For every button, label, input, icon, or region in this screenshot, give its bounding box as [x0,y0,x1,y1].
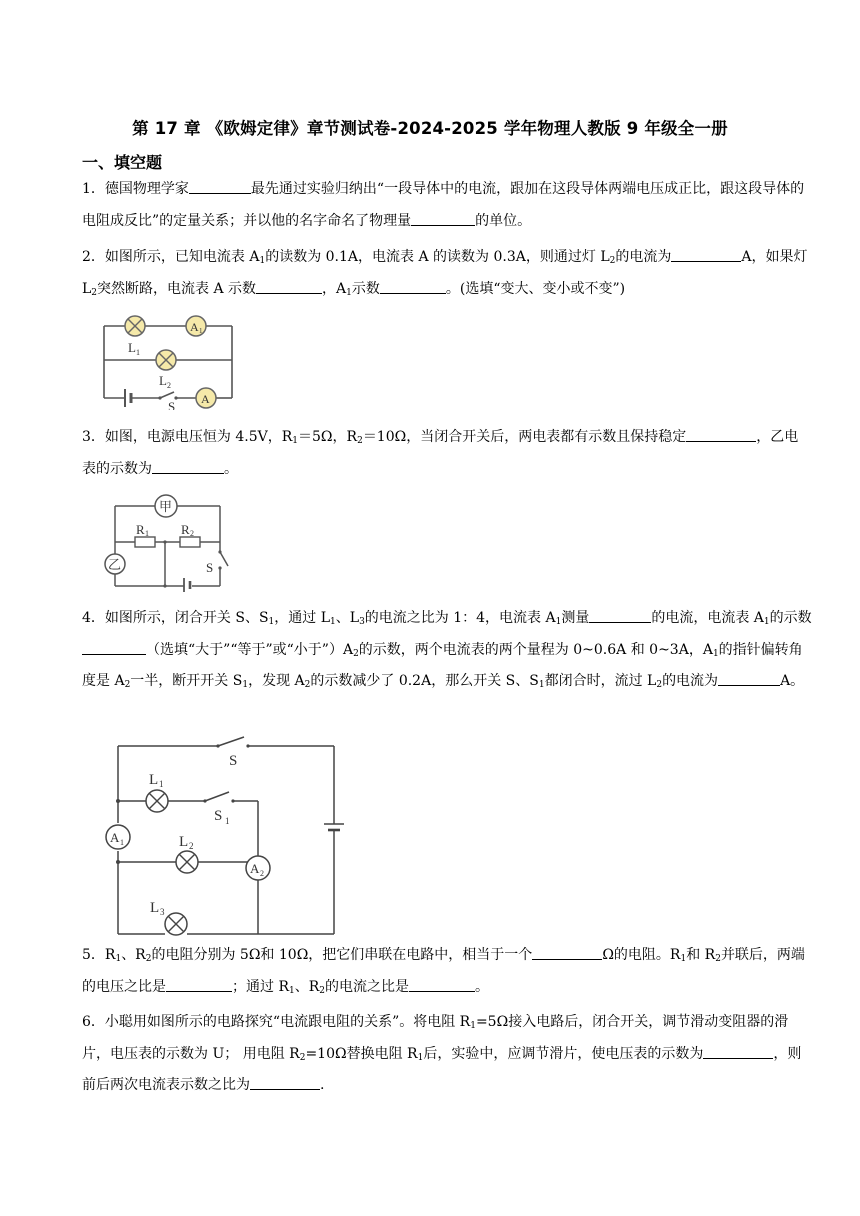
svg-text:L: L [150,900,160,916]
circuit-diagram-q3 [100,490,235,592]
answer-blank[interactable] [256,279,322,294]
answer-blank[interactable] [686,427,756,442]
question-1: 1．德国物理学家 最先通过实验归纳出“一段导体中的电流，跟加在这段导体两端电压成正比，跟这段导体的电阻成反比”的定量关系；并以他的名字命名了物理量 的单位。 [82,181,805,229]
svg-text:L: L [128,340,136,355]
svg-text:S: S [214,808,223,824]
svg-text:甲: 甲 [159,499,173,514]
svg-text:2: 2 [260,869,264,878]
question-4: 4．如图所示，闭合开关 S、$S_1$，通过 $L_1$、$L_3$的电流之比为 1：4，电流表 $A_1$测量 的电流，电流表 $A_1$的示数（选填“大于”“等于”或“小于$”)A_2$的示数，两个电流表的两个量程为 0~0.6A 和 0~3A，$A_1$的指针偏转角度是 $A_2$一半，断开开关 $S_1$，发现 $A_2$的示数减少了 0.2A，那么开关 S、$S_1$都闭合时，流过 $L_2$的电流为 A。 [82,610,812,690]
svg-text:L: L [149,772,159,788]
svg-text:S: S [206,560,214,575]
answer-blank[interactable] [82,640,146,655]
svg-text:R: R [136,522,145,537]
svg-text:2: 2 [167,381,171,390]
question-2: 2．如图所示，已知电流表 $A_1$的读数为 0.1A，电流表 A 的读数为 0.3A，则通过灯 $L_2$的电流为 A，如果灯 $L_2$突然断路，电流表 A 示数 ，$A_1$示数 。(选填“变大、变小或不变”) [82,249,808,298]
svg-text:S: S [168,399,176,410]
svg-text:A: A [110,830,120,845]
answer-blank[interactable] [718,671,780,686]
circuit-diagram-q2 [98,310,238,410]
svg-text:A: A [201,392,210,406]
svg-text:L: L [159,373,167,388]
answer-blank[interactable] [532,945,602,960]
svg-text:1: 1 [145,529,149,538]
answer-blank[interactable] [409,977,475,992]
svg-text:1: 1 [199,327,203,335]
question-6: 6．小聪用如图所示的电路探究“电流跟电阻的关系”。将电阻 $R_1=5\Omega$接入电路后，闭合开关，调节滑动变阻器的滑片，电压表的示数为 U； 用电阻 $R_2=10\Omega$替换电阻 $R_1$后，实验中，应调节滑片，使电压表的示数为 ，则前后两次电流表示数之比为 . [82,1014,802,1093]
lamp-icon [156,350,176,370]
svg-text:1: 1 [225,816,230,826]
answer-blank[interactable] [189,179,251,194]
svg-text:L: L [179,834,189,850]
lamp-icon [176,851,198,873]
lamp-icon [165,913,187,935]
section-heading: 一、填空题 [82,153,163,172]
answer-blank[interactable] [152,459,224,474]
svg-text:S: S [229,753,238,769]
ammeter-icon [186,316,206,336]
svg-text:乙: 乙 [108,557,122,572]
svg-text:3: 3 [160,907,165,917]
ammeter-icon [106,825,130,849]
svg-text:R: R [181,522,190,537]
circuit-diagram-q4 [98,736,348,940]
svg-text:1: 1 [159,779,164,789]
svg-text:2: 2 [189,841,194,851]
answer-blank[interactable] [703,1044,773,1059]
answer-blank[interactable] [380,279,446,294]
question-5: 5．$R_1$、$R_2$的电阻分别为 5Ω和 10Ω，把它们串联在电路中，相当于一个 Ω的电阻。$R_1$和 $R_2$并联后，两端的电压之比是 ；通过 $R_1$、$R_2$的电流之比是 。 [82,947,805,996]
lamp-icon [125,316,145,336]
svg-text:A: A [250,861,260,876]
answer-blank[interactable] [671,247,741,262]
svg-text:1: 1 [120,838,124,847]
resistor-icon [135,537,155,547]
answer-blank[interactable] [166,977,232,992]
answer-blank[interactable] [589,608,651,623]
resistor-icon [180,537,200,547]
meter-jia-icon [155,495,177,517]
svg-text:1: 1 [136,348,140,357]
lamp-icon [146,790,168,812]
ammeter-icon [246,856,270,880]
answer-blank[interactable] [411,211,475,226]
ammeter-icon [196,388,216,408]
page-title: 第 17 章 《欧姆定律》章节测试卷-2024-2025 学年物理人教版 9 年级全一册 [132,119,728,138]
svg-text:A: A [190,320,199,334]
answer-blank[interactable] [250,1075,320,1090]
meter-yi-icon [105,554,125,574]
question-3: 3．如图，电源电压恒为 4.5V，$R_1=5\Omega$，$R_2=10\Omega$，当闭合开关后，两电表都有示数且保持稳定 ，乙电表的示数为 。 [82,429,799,477]
svg-text:2: 2 [190,529,194,538]
